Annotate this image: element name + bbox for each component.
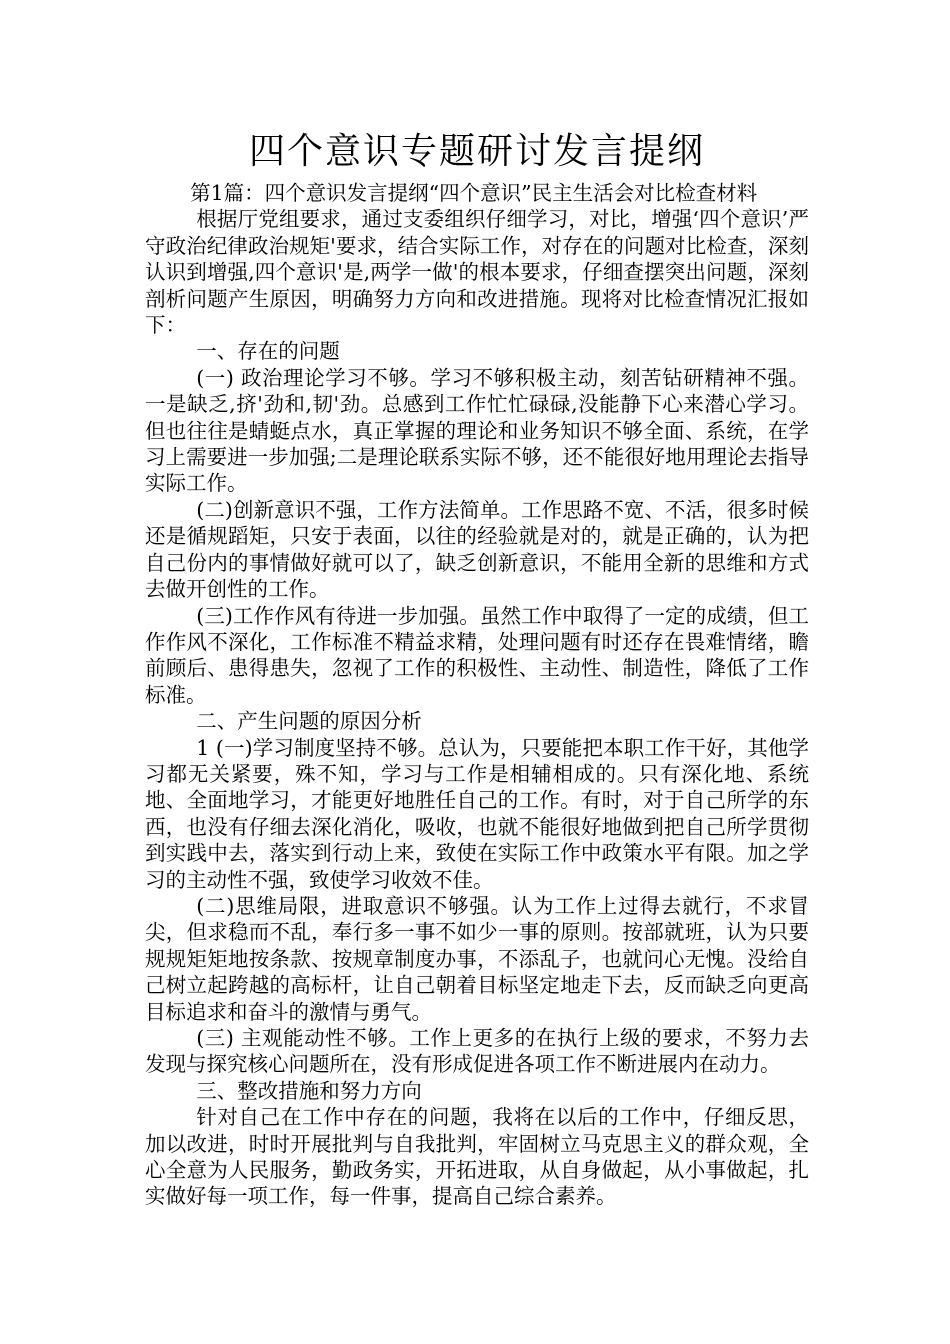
section-heading-causes: 二、产生问题的原因分析 xyxy=(196,709,422,734)
intro-paragraph: 根据厅党组要求，通过支委组织仔细学习，对比，增强‘四个意识’严守政治纪律政治规矩'要求，结合实际工作，对存在的问题对比检查，深刻认识到增强,四个意识'是,两学一做'的根本要求，仔细查摆突出问题，深刻剖析问题产生原因，明确努力方向和改进措施。现将对比检查情况汇报如下： xyxy=(145,207,809,338)
section-heading-chapter: 第1篇：四个意识发言提纲“四个意识”民主生活会对比检查材料 xyxy=(190,181,758,205)
document-page xyxy=(145,128,809,1210)
section-heading-measures: 三、整改措施和努力方向 xyxy=(196,1078,422,1103)
document-title: 四个意识专题研讨发言提纲 xyxy=(248,131,705,172)
cause-paragraph-1: 1 (一)学习制度坚持不够。总认为，只要能把本职工作干好，其他学习都无关紧要，殊不知，学习与工作是相辅相成的。只有深化地、系统地、全面地学习，才能更好地胜任自己的工作。有时，对于自己所学的东西，也没有仔细去深化消化，吸收，也就不能很好地做到把自己所学贯彻到实践中去，落实到行动上来，致使在实际工作中政策水平有限。加之学习的主动性不强，致使学习收效不佳。 xyxy=(145,735,809,892)
problem-paragraph-2: (二)创新意识不强，工作方法简单。工作思路不宽、不活，很多时候还是循规蹈矩，只安于表面，以往的经验就是对的，就是正确的，认为把自己份内的事情做好就可以了，缺乏创新意识，不能用全新的思维和方式去做开创性的工作。 xyxy=(145,497,809,602)
cause-paragraph-2: (二)思维局限，进取意识不够强。认为工作上过得去就行，不求冒尖，但求稳而不乱，奉行多一事不如少一事的原则。按部就班，认为只要规规矩矩地按条款、按规章制度办事，不添乱子，也就问心无愧。没给自己树立起跨越的高标杆，让自己朝着目标坚定地走下去，反而缺乏向更高目标追求和奋斗的激情与勇气。 xyxy=(145,893,809,1024)
section-heading-problems: 一、存在的问题 xyxy=(196,339,340,364)
cause-paragraph-3: (三) 主观能动性不够。工作上更多的在执行上级的要求，不努力去发现与探究核心问题所在，没有形成促进各项工作不断进展内在动力。 xyxy=(145,1026,809,1077)
problem-paragraph-3: (三)工作作风有待进一步加强。虽然工作中取得了一定的成绩，但工作作风不深化，工作标准不精益求精，处理问题有时还存在畏难情绪，瞻前顾后、患得患失，忽视了工作的积极性、主动性、制造性，降低了工作标准。 xyxy=(145,603,809,707)
measures-paragraph: 针对自己在工作中存在的问题，我将在以后的工作中，仔细反思，加以改进，时时开展批判与自我批判，牢固树立马克思主义的群众观，全心全意为人民服务，勤政务实，开拓进取，从自身做起，从小事做起，扎实做好每一项工作，每一件事，提高自己综合素养。 xyxy=(145,1105,809,1209)
problem-paragraph-1: (一) 政治理论学习不够。学习不够积极主动，刻苦钻研精神不强。一是缺乏,挤'劲和,韧'劲。总感到工作忙忙碌碌,没能静下心来潜心学习。但也往往是蜻蜓点水，真正掌握的理论和业务知识不够全面、系统，在学习上需要进一步加强;二是理论联系实际不够，还不能很好地用理论去指导实际工作。 xyxy=(145,365,809,496)
